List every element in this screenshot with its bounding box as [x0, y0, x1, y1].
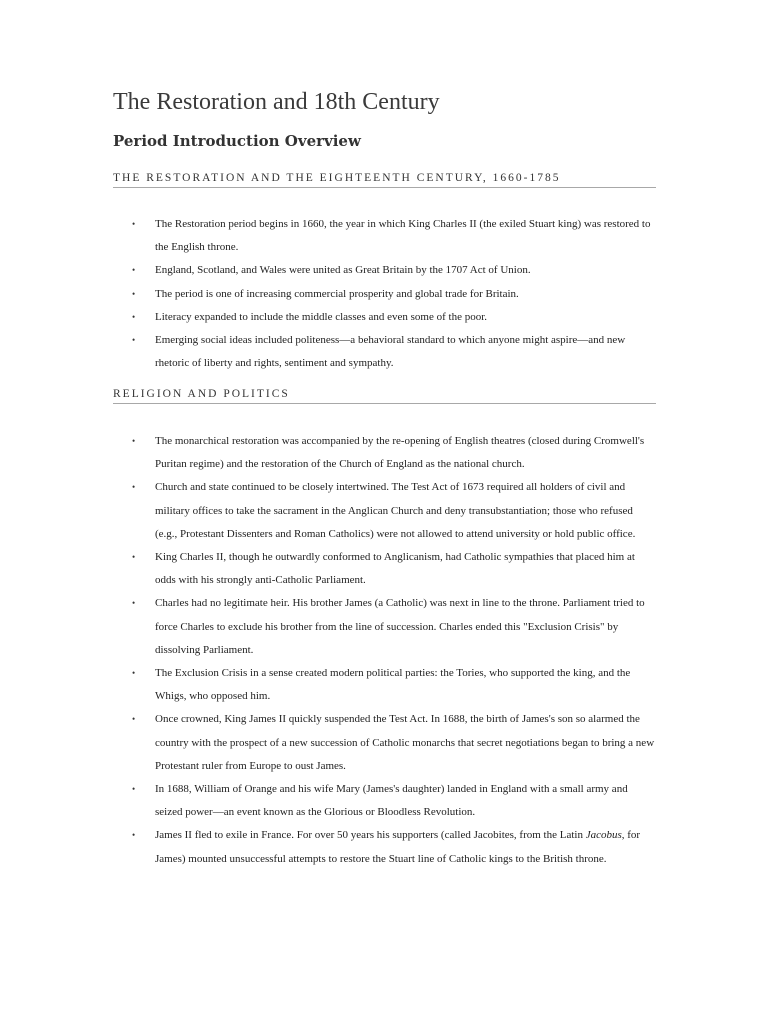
list-item — [130, 476, 656, 546]
section-heading-restoration: THE RESTORATION AND THE EIGHTEENTH CENTURY, 1660-1785 — [113, 172, 656, 188]
list-item — [130, 824, 656, 870]
bullet-icon: • — [132, 668, 136, 679]
document-subtitle: Period Introduction Overview — [113, 132, 361, 150]
list-item-text: Charles had no legitimate heir. His brother James (a Catholic) was next in line to the throne. Parliament tried to force Charles to exclude his brother from the line of succession. Charles ended this "Exclusion Crisis" by dissolving Parliament. — [155, 597, 645, 656]
list-item-text: Once crowned, King James II quickly suspended the Test Act. In 1688, the birth of James's son so alarmed the country with the prospect of a new succession of Catholic monarchs that secret negotiations began to bring a new Protestant ruler from Europe to oust James. — [155, 713, 655, 772]
list-item-text: The monarchical restoration was accompanied by the re-opening of English theatres (closed during Cromwell's Puritan regime) and the restoration of the Church of England as the national church. — [155, 435, 645, 471]
list-item-text: The period is one of increasing commercial prosperity and global trade for Britain. — [155, 287, 519, 300]
bullet-icon: • — [132, 714, 136, 725]
list-item — [130, 778, 656, 824]
bullet-icon: • — [132, 482, 136, 493]
bullet-icon: • — [132, 288, 136, 299]
list-item-text-before: James II fled to exile in France. For over 50 years his supporters (called Jacobites, from the Latin — [155, 829, 586, 842]
bullet-icon: • — [132, 830, 136, 841]
list-item — [130, 546, 656, 592]
section-heading-religion-politics: RELIGION AND POLITICS — [113, 388, 656, 404]
bullet-icon: • — [132, 784, 136, 795]
document-title: The Restoration and 18th Century — [113, 89, 440, 115]
list-item-text: In 1688, William of Orange and his wife Mary (James's daughter) landed in England with a small army and seized power—an event known as the Glorious or Bloodless Revolution. — [155, 783, 628, 819]
bullet-icon: • — [132, 219, 136, 229]
list-item-text: King Charles II, though he outwardly conformed to Anglicanism, had Catholic sympathies that placed him at odds with his strongly anti-Catholic Parliament. — [155, 551, 635, 587]
list-item — [130, 259, 656, 282]
bullet-icon: • — [132, 552, 136, 563]
list-item — [130, 213, 656, 259]
list-item-text: Emerging social ideas included politeness—a behavioral standard to which anyone might aspire—and new rhetoric of liberty and rights, sentiment and sympathy. — [155, 334, 626, 370]
bullet-icon: • — [132, 335, 136, 346]
list-item — [130, 662, 656, 708]
list-item-text: Church and state continued to be closely intertwined. The Test Act of 1673 required all holders of civil and military offices to take the sacrament in the Anglican Church and deny transubstantiation; those who refused (e.g., Protestant Dissenters and Roman Catholics) were not allowed to attend university or hold public office. — [155, 481, 636, 540]
list-item-text: Literacy expanded to include the middle classes and even some of the poor. — [155, 310, 488, 323]
list-item-text-after: , for James) mounted unsuccessful attempts to restore the Stuart line of Catholic kings to the British throne. — [155, 829, 641, 865]
bullet-list-restoration — [130, 213, 656, 375]
list-item — [130, 306, 656, 329]
bullet-icon: • — [132, 311, 136, 322]
list-item-text: The Exclusion Crisis in a sense created modern political parties: the Tories, who supported the king, and the Whigs, who opposed him. — [155, 667, 631, 703]
list-item — [130, 592, 656, 662]
bullet-list-religion-politics — [130, 430, 656, 871]
bullet-icon: • — [132, 598, 136, 609]
list-item — [130, 283, 656, 306]
list-item — [130, 708, 656, 778]
bullet-icon: • — [132, 265, 136, 276]
list-item — [130, 329, 656, 375]
list-item-text: England, Scotland, and Wales were united as Great Britain by the 1707 Act of Union. — [155, 264, 531, 277]
list-item-text: The Restoration period begins in 1660, the year in which King Charles II (the exiled Stuart king) was restored to the English throne. — [155, 218, 651, 254]
list-item — [130, 430, 656, 476]
latin-term: Jacobus — [585, 829, 622, 842]
bullet-icon: • — [132, 436, 136, 446]
